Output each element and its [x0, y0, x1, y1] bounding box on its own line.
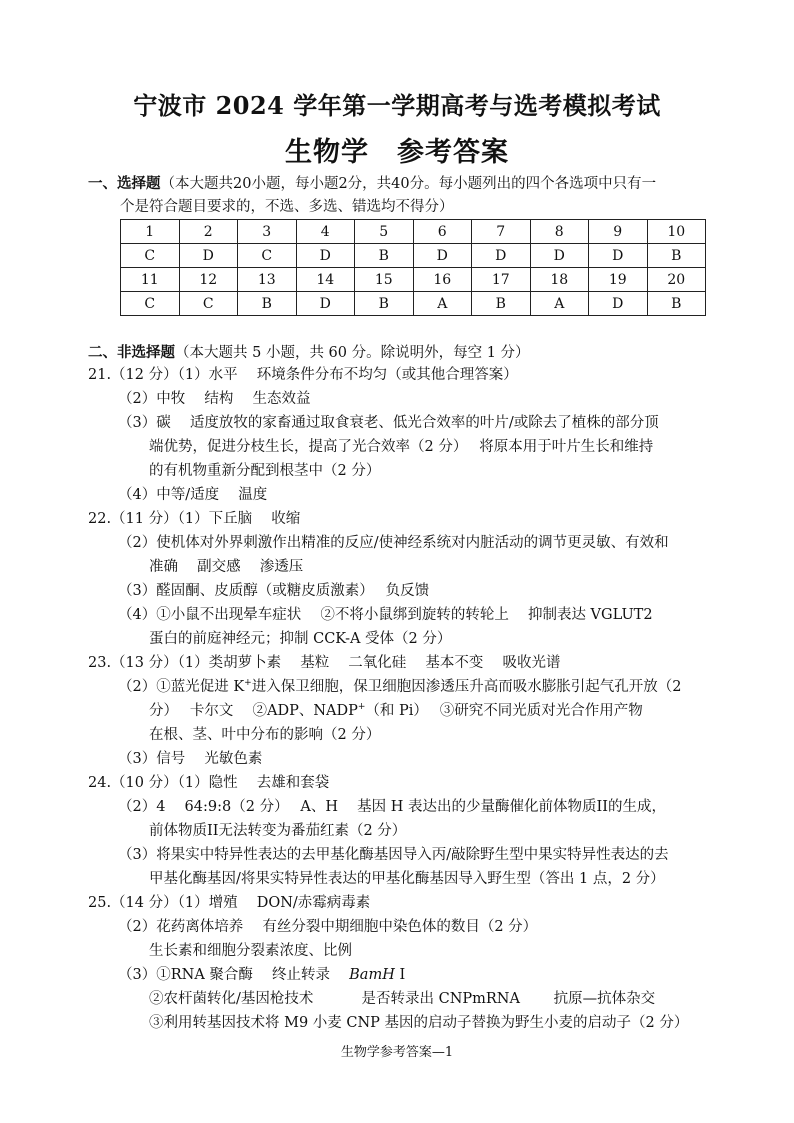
table-cell: 9 — [589, 220, 648, 244]
q21-line-5: 的有机物重新分配到根茎中（2 分） — [149, 463, 381, 479]
q23-line-3 — [149, 700, 643, 722]
table-cell: B — [238, 292, 297, 316]
table-cell: C — [238, 244, 297, 268]
table-cell: B — [355, 244, 414, 268]
answer-row — [121, 292, 706, 316]
q24-line-2: （2）4 64:9:8（2 分） A、H 基因 H 表达出的少量酶催化前体物质II的生成， — [118, 799, 666, 815]
table-cell: 6 — [413, 220, 472, 244]
table-cell: 2 — [179, 220, 238, 244]
table-cell: B — [472, 292, 531, 316]
q25-line-4-c: I — [394, 967, 406, 983]
table-cell: D — [296, 292, 355, 316]
table-cell: 14 — [296, 268, 355, 292]
exam-title: 宁波市 2024 学年第一学期高考与选考模拟考试 — [133, 91, 661, 120]
q24-line-4: （3）将果实中特异性表达的去甲基化酶基因导入丙/敲除野生型中果实特异性表达的去 — [118, 847, 669, 863]
part2-heading: 二、非选择题 — [88, 344, 175, 361]
q23-line-3-b: （和 Pi） ③研究不同光质对光合作用产物 — [365, 703, 643, 719]
q25-line-2: （2）花药离体培养 有丝分裂中期细胞中染色体的数目（2 分） — [118, 919, 538, 935]
question-number-row — [121, 268, 706, 292]
q21-line-1: 21.（12 分）（1）水平 环境条件分布不均匀（或其他合理答案） — [88, 367, 518, 383]
q23-line-4: 在根、茎、叶中分布的影响（2 分） — [149, 727, 381, 743]
table-cell: 12 — [179, 268, 238, 292]
enzyme-name: BamH — [349, 967, 395, 983]
table-cell: C — [121, 244, 180, 268]
q21-line-6: （4）中等/适度 温度 — [118, 487, 268, 503]
q25-line-3: 生长素和细胞分裂素浓度、比例 — [149, 943, 352, 959]
table-cell: D — [296, 244, 355, 268]
q23-line-2 — [118, 676, 681, 698]
table-cell: C — [121, 292, 180, 316]
table-cell: 18 — [530, 268, 589, 292]
answer-key-title: 生物学 参考答案 — [285, 137, 509, 168]
table-cell: B — [647, 244, 706, 268]
superscript-plus: + — [244, 678, 252, 689]
q23-line-5: （3）信号 光敏色素 — [118, 751, 263, 767]
part2-desc: （本大题共 5 小题，共 60 分。除说明外，每空 1 分） — [175, 345, 530, 361]
part1-heading: 一、选择题 — [88, 175, 161, 192]
table-cell: 10 — [647, 220, 706, 244]
q24-line-5: 甲基化酶基因/将果实特异性表达的甲基化酶基因导入野生型（答出 1 点，2 分） — [149, 871, 665, 887]
table-cell: 15 — [355, 268, 414, 292]
table-cell: 17 — [472, 268, 531, 292]
q21-line-3: （3）碳 适度放牧的家畜通过取食衰老、低光合效率的叶片/或除去了植株的部分顶 — [118, 415, 659, 431]
table-cell: 20 — [647, 268, 706, 292]
table-cell: 7 — [472, 220, 531, 244]
table-cell: D — [589, 244, 648, 268]
q22-line-2: （2）使机体对外界刺激作出精准的反应/使神经系统对内脏活动的调节更灵敏、有效和 — [118, 535, 669, 551]
part1-desc-cont: 个是符合题目要求的，不选、多选、错选均不得分） — [120, 199, 454, 215]
table-cell: 3 — [238, 220, 297, 244]
table-cell: A — [413, 292, 472, 316]
table-cell: 1 — [121, 220, 180, 244]
answer-table — [120, 219, 706, 316]
table-cell: D — [179, 244, 238, 268]
answer-row — [121, 244, 706, 268]
table-cell: 4 — [296, 220, 355, 244]
table-cell: 8 — [530, 220, 589, 244]
q22-line-6: 蛋白的前庭神经元；抑制 CCK-A 受体（2 分） — [149, 631, 452, 647]
q21-line-2: （2）中牧 结构 生态效益 — [118, 391, 311, 407]
table-cell: D — [413, 244, 472, 268]
q25-line-6: ③利用转基因技术将 M9 小麦 CNP 基因的启动子替换为野生小麦的启动子（2 分） — [149, 1015, 689, 1031]
q23-line-2-b: 进入保卫细胞，保卫细胞因渗透压升高而吸水膨胀引起气孔开放（2 — [251, 679, 682, 695]
q25-line-1: 25.（14 分）（1）增殖 DON/赤霉病毒素 — [88, 895, 371, 911]
table-cell: D — [530, 244, 589, 268]
table-cell: B — [647, 292, 706, 316]
q22-line-1: 22.（11 分）（1）下丘脑 收缩 — [88, 511, 301, 527]
q23-line-3-a: 分） 卡尔文 ②ADP、NADP — [149, 703, 358, 719]
q25-line-4 — [118, 964, 405, 986]
table-cell: 13 — [238, 268, 297, 292]
q24-line-1: 24.（10 分）（1）隐性 去雄和套袋 — [88, 775, 330, 791]
part2-intro — [88, 342, 530, 364]
table-cell: D — [589, 292, 648, 316]
table-cell: C — [179, 292, 238, 316]
q22-line-4: （3）醛固酮、皮质醇（或糖皮质激素） 负反馈 — [118, 583, 430, 599]
q22-line-5: （4）①小鼠不出现晕车症状 ②不将小鼠绑到旋转的转轮上 抑制表达 VGLUT2 — [118, 607, 653, 623]
q24-line-3: 前体物质II无法转变为番茄红素（2 分） — [149, 823, 407, 839]
question-number-row — [121, 220, 706, 244]
q23-line-1: 23.（13 分）（1）类胡萝卜素 基粒 二氧化硅 基本不变 吸收光谱 — [88, 655, 561, 671]
table-cell: 11 — [121, 268, 180, 292]
table-cell: 19 — [589, 268, 648, 292]
table-cell: A — [530, 292, 589, 316]
part1-intro — [88, 173, 656, 195]
table-cell: 5 — [355, 220, 414, 244]
q25-line-5: ②农杆菌转化/基因枪技术 是否转录出 CNPmRNA 抗原—抗体杂交 — [149, 991, 656, 1007]
q21-line-4: 端优势，促进分枝生长，提高了光合效率（2 分） 将原本用于叶片生长和维持 — [149, 439, 654, 455]
q25-line-4-a: （3）①RNA 聚合酶 终止转录 — [118, 967, 350, 983]
part1-desc: （本大题共20小题，每小题2分，共40分。每小题列出的四个各选项中只有一 — [160, 176, 657, 192]
table-cell: B — [355, 292, 414, 316]
q23-line-2-a: （2）①蓝光促进 K — [118, 679, 245, 695]
table-cell: D — [472, 244, 531, 268]
page-footer: 生物学参考答案—1 — [340, 1045, 454, 1060]
q22-line-3: 准确 副交感 渗透压 — [149, 559, 304, 575]
superscript-plus: + — [357, 702, 366, 713]
table-cell: 16 — [413, 268, 472, 292]
